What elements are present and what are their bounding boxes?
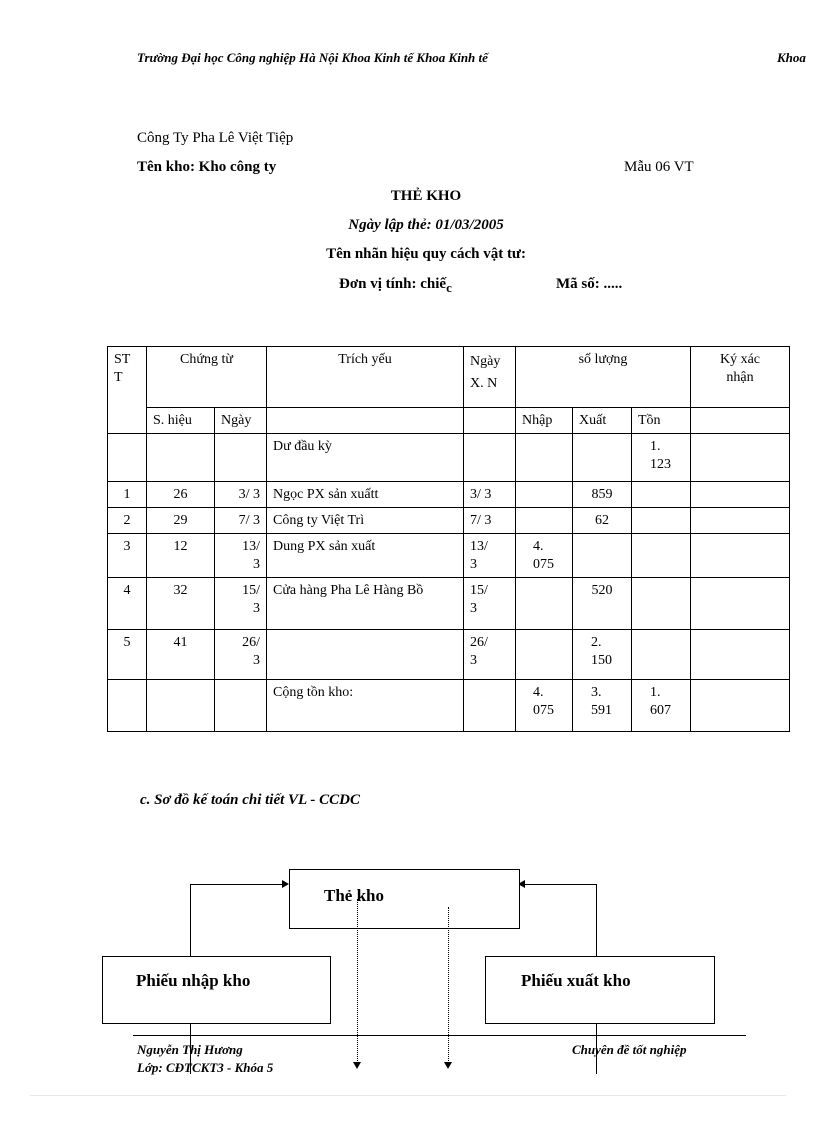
total-nhap: 4. 075 — [533, 685, 554, 718]
footer-class: Lớp: CĐTCKT3 - Khóa 5 — [137, 1060, 274, 1075]
col-stt: ST T — [108, 347, 147, 434]
unit-suffix: c — [446, 280, 452, 295]
stock-card-table — [107, 346, 790, 732]
footer-author: Nguyễn Thị Hương — [137, 1042, 243, 1057]
code-line: Mã số: ..... — [556, 276, 623, 292]
table-row: 3 12 13/ 3 Dung PX sản xuất 13/ 3 4. 075 — [108, 534, 790, 578]
col-chung-tu: Chứng từ — [147, 347, 267, 408]
unit-line — [339, 276, 452, 293]
connector-line — [596, 884, 597, 956]
col-so-luong: số lượng — [516, 347, 691, 408]
footer-topic: Chuyên đề tốt nghiệp — [572, 1042, 687, 1057]
unit-label: Đơn vị tính: chiế — [339, 276, 447, 292]
total-xuat: 3. 591 — [591, 685, 612, 718]
connector-line — [190, 884, 191, 956]
dotted-line — [357, 899, 358, 1065]
col-ngay-xn: Ngày X. N — [464, 347, 516, 408]
col-xuat: Xuất — [573, 408, 632, 434]
connector-line — [190, 884, 282, 885]
arrow-right-icon — [282, 880, 289, 888]
form-code: Mẫu 06 VT — [624, 159, 694, 175]
table-row: 2 29 7/ 3 Công ty Việt Trì 7/ 3 62 — [108, 508, 790, 534]
company-name: Công Ty Pha Lê Việt Tiệp — [137, 130, 294, 146]
col-ngay: Ngày — [215, 408, 267, 434]
opening-label: Dư đầu kỳ — [267, 434, 464, 482]
arrow-down-icon — [444, 1062, 452, 1069]
total-ton: 1. 607 — [650, 685, 671, 718]
phieu-nhap-label: Phiếu nhập kho — [136, 971, 251, 990]
table-row: 1 26 3/ 3 Ngọc PX sản xuấtt 3/ 3 859 — [108, 482, 790, 508]
page-edge — [30, 1095, 786, 1096]
col-trich-yeu: Trích yếu — [267, 347, 464, 408]
footer-rule — [133, 1035, 746, 1036]
col-nhap: Nhập — [516, 408, 573, 434]
opening-ton: 1. 123 — [632, 434, 691, 482]
material-line: Tên nhãn hiệu quy cách vật tư: — [326, 246, 526, 262]
date-line: Ngày lập thẻ: 01/03/2005 — [348, 217, 504, 233]
phieu-nhap-box — [102, 956, 331, 1024]
arrow-down-icon — [353, 1062, 361, 1069]
connector-line — [525, 884, 597, 885]
phieu-xuat-box — [485, 956, 715, 1024]
table-row: 5 41 26/ 3 26/ 3 2. 150 — [108, 630, 790, 680]
dotted-line — [448, 907, 449, 1065]
section-title: c. Sơ đồ kế toán chi tiết VL - CCDC — [140, 792, 360, 808]
table-row: 4 32 15/ 3 Cửa hàng Pha Lê Hàng Bồ 15/ 3 520 — [108, 578, 790, 630]
col-so-hieu: S. hiệu — [147, 408, 215, 434]
page-header-right: Khoa — [777, 50, 806, 65]
warehouse-name: Tên kho: Kho công ty — [137, 159, 277, 175]
table-row-opening — [108, 434, 790, 482]
col-ton: Tồn — [632, 408, 691, 434]
total-label: Cộng tồn kho: — [267, 680, 464, 732]
the-kho-box — [289, 869, 520, 929]
the-kho-label: Thẻ kho — [324, 886, 384, 905]
document-title: THẺ KHO — [390, 188, 462, 204]
page-header: Trường Đại học Công nghiệp Hà Nội Khoa Kinh tế Khoa Kinh tế — [137, 50, 488, 65]
table-row-total — [108, 680, 790, 732]
phieu-xuat-label: Phiếu xuất kho — [521, 971, 631, 990]
col-ky-xac-nhan: Ký xác nhận — [691, 347, 790, 408]
